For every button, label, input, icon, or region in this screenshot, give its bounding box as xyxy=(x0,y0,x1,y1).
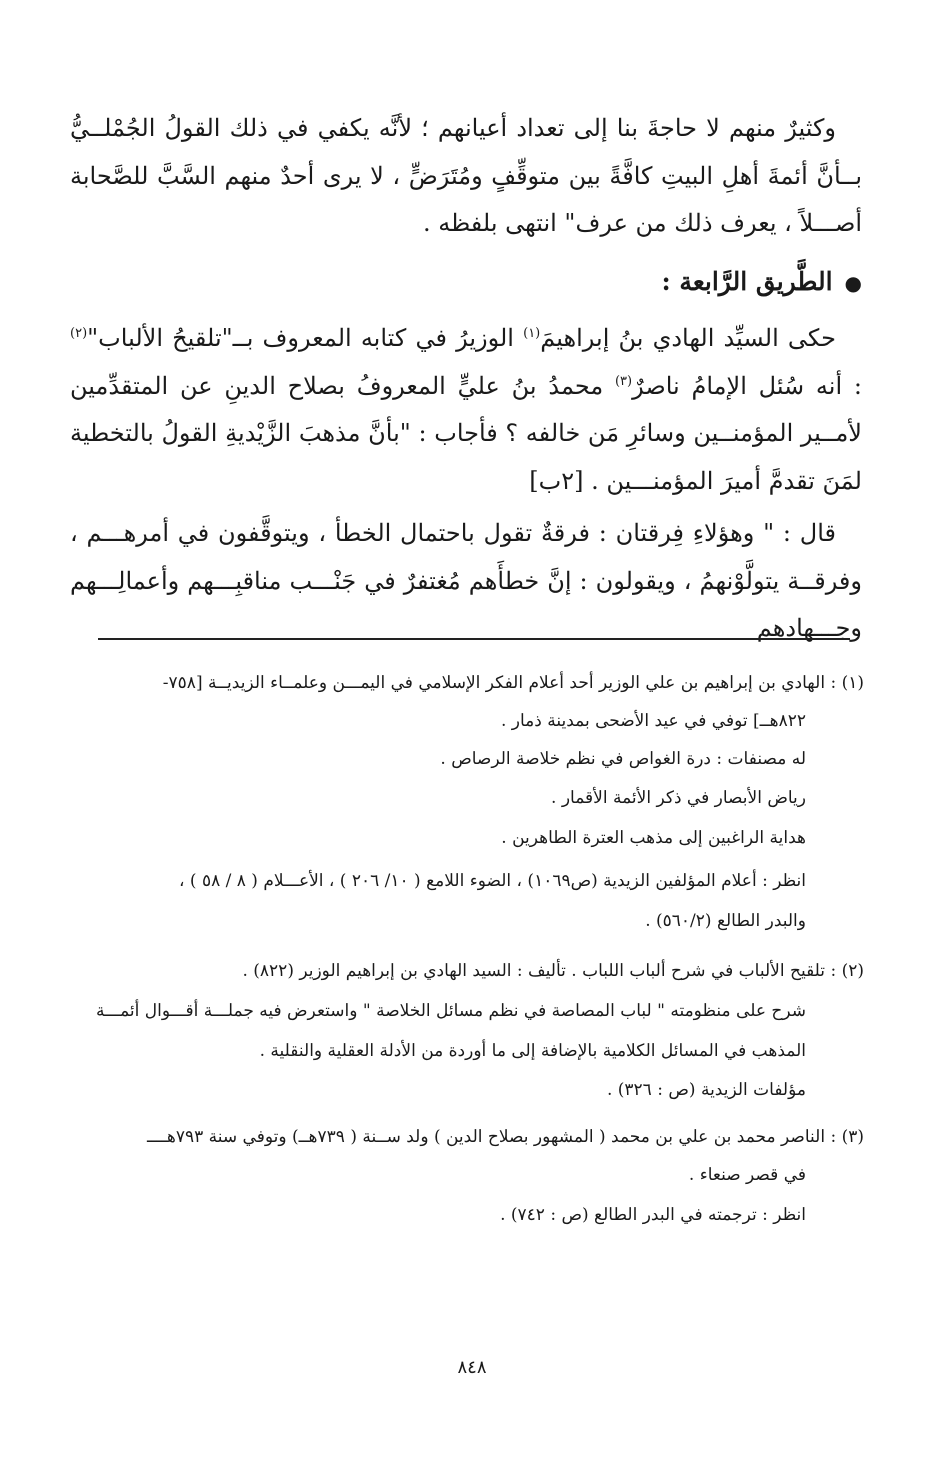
footnote-3-line-2: في قصر صنعاء . xyxy=(688,1165,806,1185)
footnote-1-works: له مصنفات : درة الغواص في نظم خلاصة الرصاص . xyxy=(440,749,806,769)
footnote-2-line-3: المذهب في المسائل الكلامية بالإضافة إلى ما أوردة من الأدلة العقلية والنقلية . xyxy=(259,1041,806,1061)
footnote-2-line-1: (٢) : تلقيح الألباب في شرح ألباب اللباب . تأليف : السيد الهادي بن إبراهيم الوزير (٨٢٢) . xyxy=(242,961,864,981)
paragraph-3: قال : " وهؤلاءِ فِرقتان : فرقةٌ تقول باحتمال الخطأ ، ويتوقَّفون في أمرهـــم ، وفرقــة يتولَّوْنهمُ ، ويقولون : إنَّ خطأَهم مُغتفرٌ في جَنْـــب مناقبِـــهم وأعمالِـــهم وجـــهادهم xyxy=(70,519,862,642)
main-text-block-1 xyxy=(70,105,862,248)
paragraph-1: وكثيرٌ منهم لا حاجةَ بنا إلى تعداد أعيانهم ؛ لأنَّه يكفي في ذلك القولُ الجُمْلــيُّ بــأنَّ أئمةَ أهلِ البيتِ كافَّةً بين متوقِّفٍ ومُتَرَضٍّ ، لا يرى أحدٌ منهم السَّبَّ للصَّحابة أصـــلاً ، يعرف ذلك من عرف" انتهى بلفظه . xyxy=(70,114,862,237)
page-number: ٨٤٨ xyxy=(457,1357,487,1378)
footnote-2-ref: مؤلفات الزيدية (ص : ٣٢٦) . xyxy=(606,1080,806,1100)
paragraph-2-text-c: : أنه سُئل الإمامُ ناصرٌ xyxy=(632,371,863,400)
paragraph-2-text-d: محمدُ بنُ عليٍّ المعروفُ بصلاح الدينِ عن المتقدِّمين لأمــير المؤمنــين وسائرِ مَن خالفه ؟ فأجاب : "بأنَّ مذهبَ الزَّيْديةِ القولُ بالتخطية لمَنَ تقدمَّ أميرَ المؤمنـــين . [٢ب] xyxy=(70,371,862,495)
main-text-block-3 xyxy=(70,510,862,653)
footnote-1-line-2: ٨٢٢هــ] توفي في عيد الأضحى بمدينة ذمار . xyxy=(500,711,806,731)
footnote-ref-2[interactable]: (٢) xyxy=(70,326,88,341)
footnote-1-work-3: هداية الراغبين إلى مذهب العترة الطاهرين . xyxy=(501,828,806,848)
bullet-icon: ● xyxy=(844,271,862,295)
paragraph-2-text-b: الوزيرُ في كتابه المعروف بــ"تلقيحُ الألباب" xyxy=(87,324,524,352)
paragraph-2-text-a: حكى السيِّد الهادي بنُ إبراهيمَ xyxy=(540,324,837,352)
footnote-1-refs-2: والبدر الطالع (٥٦٠/٢) . xyxy=(645,911,806,931)
footnote-2-line-2: شرح على منظومته " لباب المصاصة في نظم مسائل الخلاصة " واستعرض فيه جملـــة أقـــوال أئمـــة xyxy=(96,1001,806,1021)
main-text-block-2 xyxy=(70,315,862,505)
footnote-1-refs-1: انظر : أعلام المؤلفين الزيدية (ص١٠٦٩) ، الضوء اللامع ( ١٠/ ٢٠٦ ) ، الأعـــلام ( ٨ / ٥٨ ) ، xyxy=(179,871,806,891)
footnote-3-line-1: (٣) : الناصر محمد بن علي بن محمد ( المشهور بصلاح الدين ) ولد ســنة ( ٧٣٩هــ) وتوفي سنة ٧٩٣هــــ xyxy=(146,1127,864,1147)
section-heading xyxy=(662,262,863,303)
footnote-separator xyxy=(98,638,850,640)
paragraph-2 xyxy=(70,315,862,505)
footnote-ref-1[interactable]: (١) xyxy=(523,326,541,341)
footnote-3-ref: انظر : ترجمته في البدر الطالع (ص : ٧٤٢) . xyxy=(500,1205,806,1225)
footnote-1-line-1: (١) : الهادي بن إبراهيم بن علي الوزير أحد أعلام الفكر الإسلامي في اليمـــن وعلمــاء الزيديــة [٧٥٨- xyxy=(162,673,864,693)
section-heading-text: الطَّريق الرَّابعة : xyxy=(661,267,833,296)
footnote-1-work-2: رياض الأبصار في ذكر الأئمة الأقمار . xyxy=(551,788,806,808)
footnote-ref-3[interactable]: (٣) xyxy=(614,373,633,389)
